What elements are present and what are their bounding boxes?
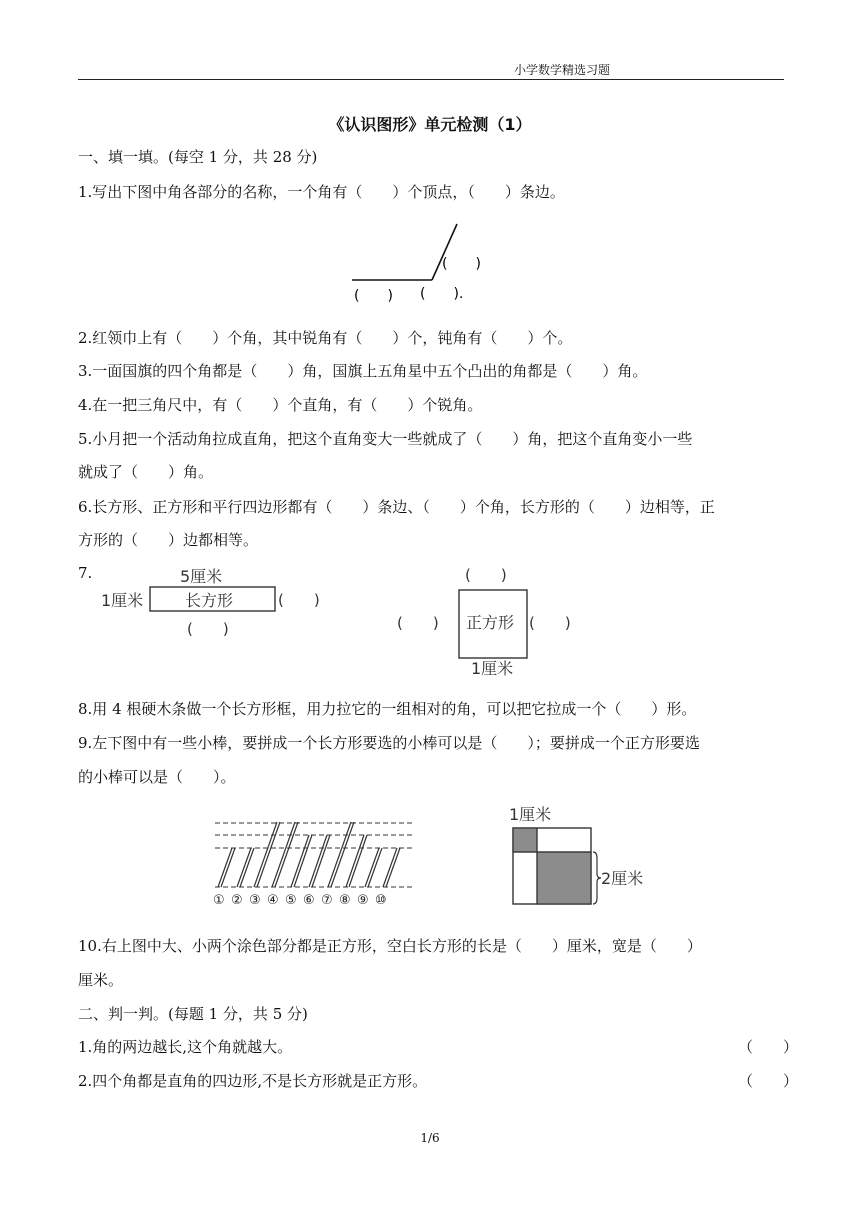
grid-top-label: 1厘米 xyxy=(509,805,552,824)
rectangle-inner-label: 长方形 xyxy=(185,591,234,610)
stick-2 xyxy=(237,848,254,887)
stick-label: ⑩ xyxy=(375,893,387,908)
angle-label-horizontal-side: ( ) xyxy=(354,288,393,304)
question-5-line-1: 5.小月把一个活动角拉成直角，把这个直角变大一些就成了（ ）角，把这个直角变小一些 xyxy=(78,430,693,448)
judgment-1: 1.角的两边越长,这个角就越大。 xyxy=(78,1038,293,1056)
page-header: 小学数学精选习题 xyxy=(513,63,610,77)
rectangle-bottom-label: ( ) xyxy=(187,620,229,638)
stick-label: ⑦ xyxy=(321,893,333,908)
square-bottom-label: 1厘米 xyxy=(471,659,514,678)
square-inner-label: 正方形 xyxy=(466,613,515,632)
section1-heading: 一、填一填。(每空 1 分，共 28 分) xyxy=(78,148,318,166)
question-9-line-2: 的小棒可以是（ ）。 xyxy=(78,768,236,786)
rectangle-top-label: 5厘米 xyxy=(180,567,223,586)
header-rule xyxy=(78,79,784,80)
stick-label: ⑤ xyxy=(285,893,297,908)
stick-label: ④ xyxy=(267,893,279,908)
squares-grid-figure xyxy=(505,800,685,910)
stick-label: ③ xyxy=(249,893,261,908)
question-1: 1.写出下图中角各部分的名称，一个角有（ ）个顶点，（ ）条边。 xyxy=(78,183,565,201)
question-9-line-1: 9.左下图中有一些小棒，要拼成一个长方形要选的小棒可以是（ ）；要拼成一个正方形要选 xyxy=(78,734,700,752)
angle-figure xyxy=(340,218,520,308)
square-figure xyxy=(395,562,595,682)
question-6-line-1: 6.长方形、正方形和平行四边形都有（ ）条边、（ ）个角，长方形的（ ）边相等，正 xyxy=(78,498,715,516)
stick-label: ⑧ xyxy=(339,893,351,908)
question-4: 4.在一把三角尺中，有（ ）个直角，有（ ）个锐角。 xyxy=(78,396,483,414)
small-shaded-square xyxy=(513,828,537,852)
angle-label-vertex: ( ). xyxy=(420,286,464,302)
judgment-1-answer: （ ） xyxy=(738,1038,799,1056)
stick-8 xyxy=(346,835,367,887)
stick-3 xyxy=(254,822,280,887)
stick-10 xyxy=(383,848,400,887)
page-title: 《认识图形》单元检测（1） xyxy=(328,115,532,134)
grid-right-label: 2厘米 xyxy=(601,869,644,888)
question-8: 8.用 4 根硬木条做一个长方形框，用力拉它的一组相对的角，可以把它拉成一个（ ）形。 xyxy=(78,700,697,718)
rectangle-left-label: 1厘米 xyxy=(101,591,144,610)
section2-heading: 二、判一判。(每题 1 分，共 5 分) xyxy=(78,1005,308,1023)
square-top-label: ( ) xyxy=(465,566,507,584)
stick-9 xyxy=(365,848,382,887)
stick-6 xyxy=(309,835,330,887)
square-right-label: ( ) xyxy=(529,614,571,632)
rectangle-right-label: ( ) xyxy=(278,591,320,609)
judgment-2: 2.四个角都是直角的四边形,不是长方形就是正方形。 xyxy=(78,1072,428,1090)
question-3: 3.一面国旗的四个角都是（ ）角，国旗上五角星中五个凸出的角都是（ ）角。 xyxy=(78,362,648,380)
stick-label: ⑥ xyxy=(303,893,315,908)
angle-label-side: ( ) xyxy=(442,256,481,272)
right-brace xyxy=(593,852,601,904)
sticks-figure xyxy=(210,812,420,912)
rectangle-figure xyxy=(95,560,355,650)
stick-label: ① xyxy=(213,893,225,908)
stick-1 xyxy=(218,848,235,887)
stick-7 xyxy=(328,822,354,887)
judgment-2-answer: （ ） xyxy=(738,1072,799,1090)
question-5-line-2: 就成了（ ）角。 xyxy=(78,463,214,481)
stick-label: ② xyxy=(231,893,243,908)
page-number: 1/6 xyxy=(420,1131,440,1145)
question-6-line-2: 方形的（ ）边都相等。 xyxy=(78,531,259,549)
stick-5 xyxy=(291,835,312,887)
question-2: 2.红领巾上有（ ）个角，其中锐角有（ ）个，钝角有（ ）个。 xyxy=(78,329,573,347)
question-10-line-2: 厘米。 xyxy=(78,971,124,989)
question-10-line-1: 10.右上图中大、小两个涂色部分都是正方形，空白长方形的长是（ ）厘米，宽是（ ） xyxy=(78,937,702,955)
large-shaded-square xyxy=(537,852,591,904)
square-left-label: ( ) xyxy=(397,614,439,632)
question-7-number: 7. xyxy=(78,564,93,582)
stick-label: ⑨ xyxy=(357,893,369,908)
